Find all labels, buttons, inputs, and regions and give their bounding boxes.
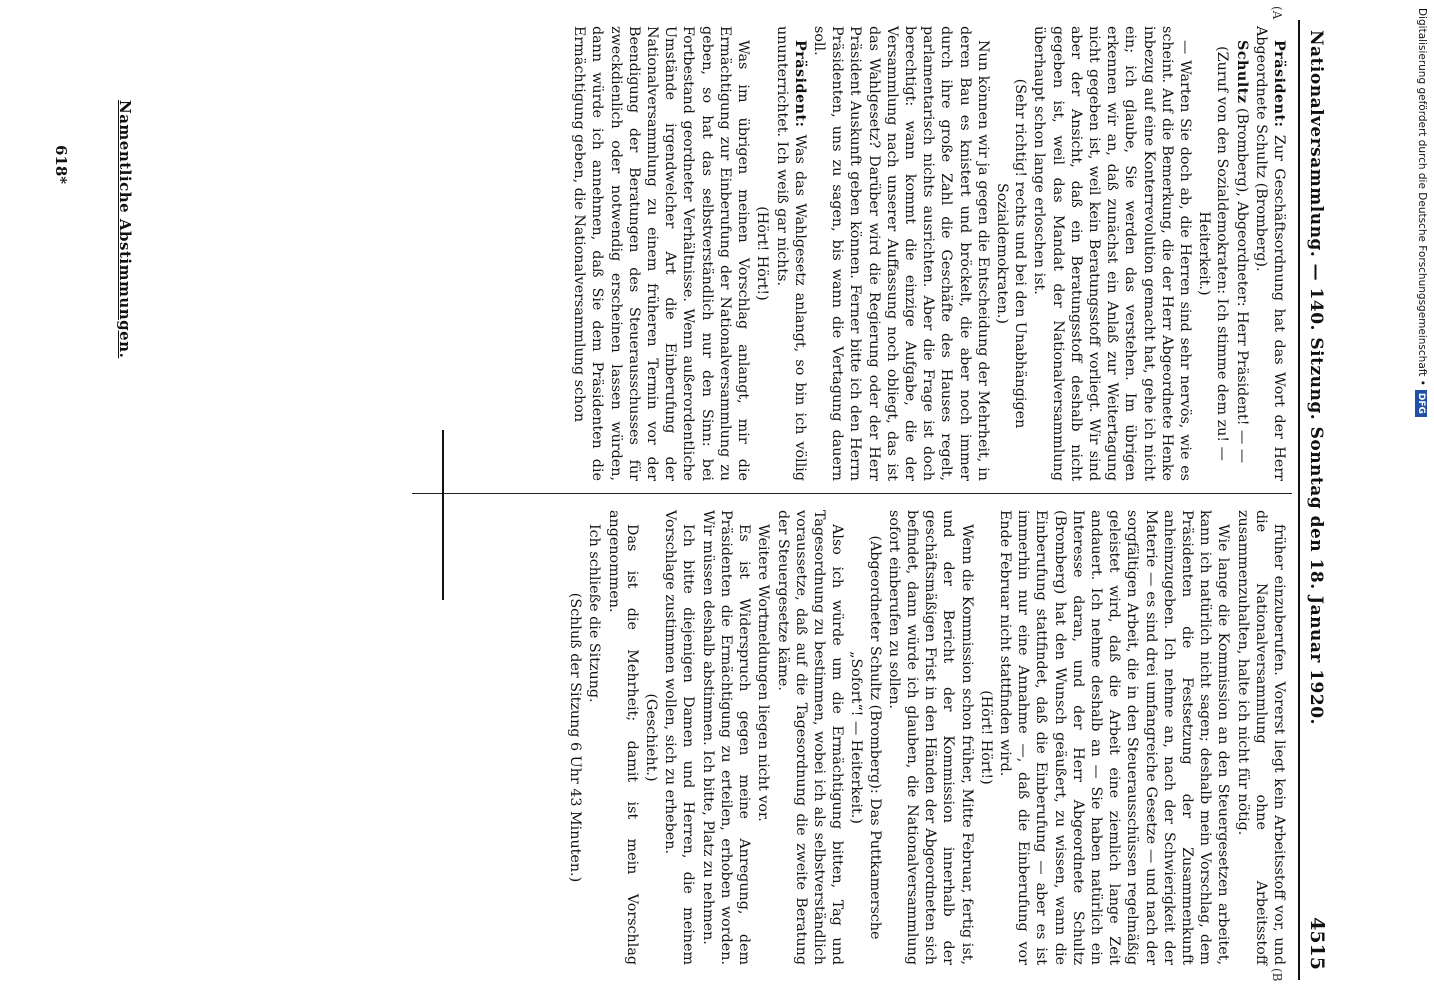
paragraph xyxy=(699,510,754,965)
interjection: (Zuruf von den Sozialdemokraten: Ich stimme dem zu! — Heiterkeit.) xyxy=(1196,46,1231,461)
speaker-name: Präsident: xyxy=(1271,40,1287,128)
paragraph xyxy=(604,510,640,965)
paragraph-text: Ich bitte diejenigen Damen und Herren, die meinem Vorschlage zustimmen wollen, sich zu erheben. xyxy=(662,510,697,965)
interjection: (Hört! Hört!) xyxy=(754,206,771,301)
paragraph xyxy=(585,510,603,965)
paragraph-text: Weitere Wortmeldungen liegen nicht vor. xyxy=(755,524,772,822)
credit-strip xyxy=(1410,8,1432,993)
paragraph-text: Wenn die Kommission schon früher, Mitte Februar, fertig ist, und der Bericht der Kommission innerhalb der geschäftsmäßigen Frist in den Händen der Abgeordneten sich befindet, dann würde ich glauben, die Nationalversammlung sofort einberufen zu sollen. xyxy=(885,510,975,965)
interjection: (Sehr richtig! rechts und bei den Unabhängigen Sozialdemokraten.) xyxy=(993,78,1029,429)
paragraph xyxy=(570,26,752,481)
paragraph-text: Was im übrigen meinen Vorschlag anlangt, mir die Ermächtigung zur Einberufung der Nationalversammlung zu geben, so hat das selbstverständlich nur den Sinn: bei Fortbestand geordneter Verhältnisse. Wenn außerordentliche Umstände irgendwelcher Art die Einberufung der Nationalversammlung zu einem früheren Termin vor der Beendigung der Beratungen des Steuerausschusses für zweckdienlich oder notwendig erscheinen lassen würden, dann würde ich annehmen, daß Sie dem Präsidenten die Ermächtigung geben, die Nationalversammlung schon xyxy=(571,26,752,481)
margin-mark-b: (B xyxy=(1270,968,1284,982)
interjection: (Geschieht.) xyxy=(643,693,660,782)
paragraph xyxy=(810,26,992,481)
interjection: (Hört! Hört!) xyxy=(977,690,994,785)
speaker-name: Präsident: xyxy=(791,40,808,128)
paragraph xyxy=(773,510,846,965)
credit-text: Digitalisierung gefördert durch die Deutsche Forschungsgemeinschaft • xyxy=(1416,8,1428,386)
column-divider xyxy=(412,493,1292,494)
page-number: 4515 xyxy=(1306,917,1328,970)
document-sheet xyxy=(100,6,1330,982)
paragraph-text: (Bromberg), Abgeordneter: Herr Präsident! — — xyxy=(1233,108,1250,464)
paragraph-text: Also ich würde um die Ermächtigung bitten, Tag und Tagesordnung zu bestimmen, wobei ich als selbstverständlich voraussetze, daß auf die Tagesordnung die zweite Beratung der Steuergesetze käme. xyxy=(774,510,846,965)
running-head xyxy=(1298,20,1330,980)
paragraph-text: Ich schließe die Sitzung. xyxy=(586,524,603,703)
paragraph xyxy=(1030,26,1194,481)
paragraph-text: Nun können wir ja gegen die Entscheidung der Mehrheit, in deren Bau es knistert und bröckelt, die aber noch immer durch ihre große Zahl die Geschäfte des Hauses regelt, parlamentarisch nichts ausrichten. Aber die Frage ist doch berechtigt: wann kommt die einzige Aufgabe, die der Versammlung nach unserer Auffassung noch obliegt, das ist das Wahlgesetz? Darüber wird die Regierung oder der Herr Präsident Auskunft geben können. Ferner bitte ich den Herrn Präsidenten, uns zu sagen, bis wann die Vertagung dauern soll. xyxy=(810,26,991,481)
paragraph xyxy=(754,510,772,965)
end-rule xyxy=(442,430,444,600)
dfg-credit xyxy=(1415,8,1428,417)
speaker-name: Schultz xyxy=(1233,40,1250,104)
paragraph xyxy=(1232,26,1250,481)
margin-mark-a: (A xyxy=(1270,6,1284,20)
paragraph xyxy=(661,510,697,965)
interjection: (Schluß der Sitzung 6 Uhr 43 Minuten.) xyxy=(567,592,584,883)
paragraph-text: Es ist Widerspruch gegen meine Anregung, dem Präsidenten die Ermächtigung zu erteilen, erhoben worden. Wir müssen deshalb abstimmen. Ich bitte, Platz zu nehmen. xyxy=(699,510,753,965)
paragraph-text: Zur Geschäftsordnung hat das Wort der Herr Abgeordnete Schultz (Bromberg). xyxy=(1252,26,1287,481)
dfg-logo: DFG xyxy=(1415,390,1427,417)
paragraph-text: — Warten Sie doch ab, die Herren sind sehr nervös, wie es scheint. Auf die Bemerkung, die der Herr Abgeordnete Henke inbezug auf eine Konterrevolution gemacht hat, gehe ich nicht ein; ich glaube, Sie werden das verstehen. Im übrigen erkennen wir an, daß zunächst ein Anlaß zur Weitertagung nicht gegeben ist, weil kein Beratungsstoff vorliegt. Wir sind aber der Ansicht, daß ein Beratungsstoff deshalb nicht gegeben ist, weil das Mandat der Nationalversammlung überhaupt schon lange erloschen ist. xyxy=(1031,26,1193,481)
interjection: (Abgeordneter Schultz (Bromberg): Das Puttkamersche „Sofort“! — Heiterkeit.) xyxy=(848,535,883,940)
header-title: Nationalversammlung. — 140. Sitzung. Sonntag den 18. Januar 1920. xyxy=(1306,30,1326,725)
paragraph-text: früher einzuberufen. Vorerst liegt kein Arbeitsstoff vor, und die Nationalversammlung ohne Arbeitsstoff zusammenzuhalten, halte ich nicht für nötig. xyxy=(1234,510,1287,965)
paragraph xyxy=(996,510,1233,965)
appendix-title: Namentliche Abstimmungen. xyxy=(116,100,134,359)
paragraph-text: Wie lange die Kommission an den Steuergesetzen arbeitet, kann ich natürlich nicht sagen; deshalb mein Vorschlag, dem Präsidenten die Festsetzung der Zusammenkunft anheimzugeben. Ich nehme an, nach der Schwierigkeit der Materie — es sind drei umfangreiche Gesetze — und nach der sorgfältigen Arbeit, die in den Steuerausschüssen regelmäßig geleistet wird, daß die Arbeit eine ziemlich lange Zeit andauert. Ich nehme deshalb an — Sie haben natürlich ein Interesse daran, und der Herr Abgeordnete Schultz (Bromberg) hat den Wunsch geäußert, zu wissen, wann die Einberufung stattfindet, daß die Einberufung — aber es ist immerhin nur eine Annahme —, daß die Einberufung vor Ende Februar nicht stattfinden wird. xyxy=(996,510,1232,965)
paragraph-text: Das ist die Mehrheit; damit ist mein Vorschlag angenommen. xyxy=(605,510,640,965)
paragraph xyxy=(1233,510,1288,965)
appendix-number: 618* xyxy=(52,145,70,185)
left-column xyxy=(100,26,1288,481)
right-column xyxy=(100,510,1288,965)
paragraph xyxy=(1252,26,1288,481)
paragraph-text: Was das Wahlgesetz anlangt, so bin ich völlig ununterrichtet. Ich weiß gar nichts. xyxy=(773,26,808,481)
paragraph xyxy=(885,510,976,965)
paragraph xyxy=(772,26,808,481)
